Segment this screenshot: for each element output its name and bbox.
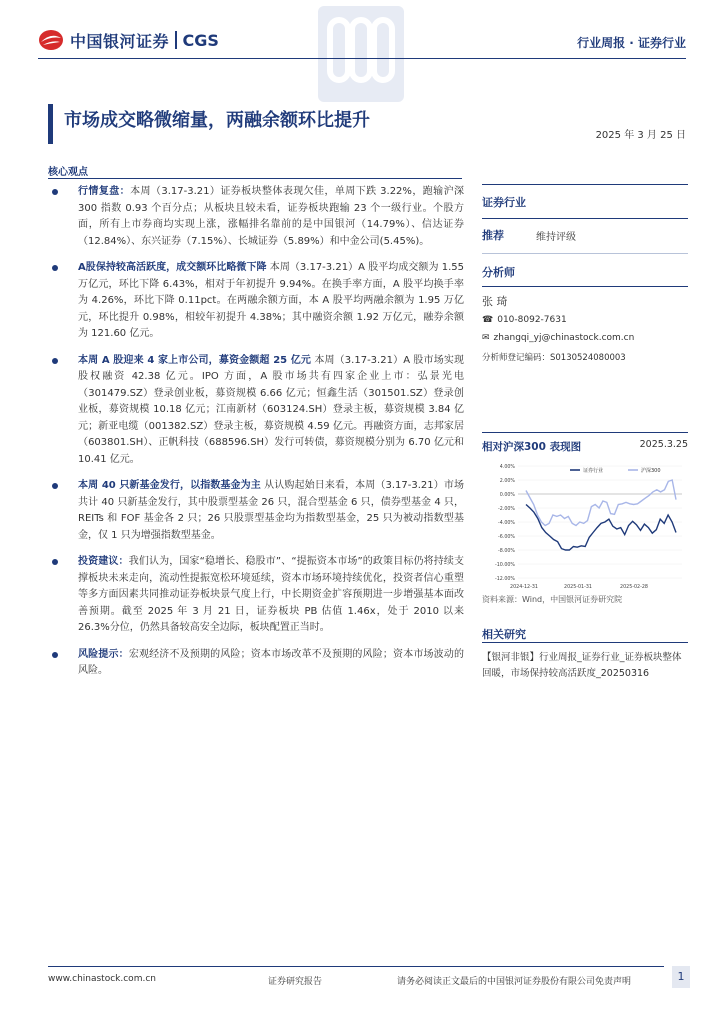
- logo-text: 中国银河证券: [70, 31, 170, 51]
- chart-top-divider: [482, 432, 688, 433]
- bullet-investment-advice: [48, 554, 464, 637]
- industry-label: 证券行业: [482, 196, 526, 209]
- bullet-text: 本周（3.17-3.21）A 股平均成交额为 1.55 万亿元，环比下降 6.43%，相对于年初提升 9.94%。在换手率方面，A 股平均换手率为 4.26%，环比下降 0.11pct。在两融余额方面，本 A 股平均两融余额为 1.95 万亿元，环比提升 0.98%，相较年初提升 4.38%；其中融资余额 1.92 万亿元，融券余额为 121.60 亿元。: [78, 262, 464, 339]
- legend-label: 证券行业: [583, 468, 604, 474]
- y-tick-label: 4.00%: [499, 465, 515, 470]
- page-title: 市场成交略微缩量，两融余额环比提升: [64, 110, 370, 131]
- industry-divider: [482, 218, 688, 219]
- bullet-dot: [52, 358, 58, 364]
- footer-url[interactable]: www.chinastock.com.cn: [48, 974, 156, 984]
- legend-label: 沪深300: [641, 468, 661, 474]
- bullet-risk: [48, 647, 464, 680]
- header-divider: [38, 58, 686, 59]
- bullet-text: 本周（3.17-3.21）证券板块整体表现欠佳，单周下跌 3.22%，跑输沪深 300 指数 0.93 个百分点；从板块且较未看，证券板块跑输 23 个一级行业。个股方面，所有上市券商均实现上涨，涨幅排名靠前的是中国银河（14.79%）、信达证券（12.84%）、东兴证券（7.15%）、长城证券（5.89%）和中金公司(5.45%)。: [78, 186, 465, 247]
- series-line-securities: [526, 505, 676, 551]
- y-tick-label: -6.00%: [498, 535, 515, 540]
- phone-icon: ☎: [482, 315, 494, 325]
- certification-code: 分析师登记编码：S0130524080003: [482, 353, 626, 363]
- bullet-trading-activity: [48, 260, 464, 343]
- rating-divider: [482, 253, 688, 254]
- bullet-text: 本周（3.17-3.21）A 股市场实现股权融资 42.38 亿元。IPO 方面，A 股市场共有四家企业上市：弘景光电（301479.SZ）登录创业板，募资规模 6.66 亿元；恒鑫生活（301501.SZ）登录创业板，募资规模 10.18 亿元；江南新材（603124.SH）登录主板，募资规模 3.84 亿元；新亚电缆（001382.SZ）登录主板，募资规模 4.59 亿元。再融资方面，志邦家居（603801.SH）、正帆科技（688596.SH）发行可转债，募资规模分别为 6.70 亿元和 10.41 亿元。: [78, 354, 464, 465]
- x-tick-label: 2025-02-28: [620, 585, 648, 590]
- email-icon: ✉: [482, 333, 490, 343]
- chart-title: 相对沪深300 表现图: [482, 441, 582, 453]
- report-date: 2025 年 3 月 25 日: [595, 130, 686, 141]
- phone-row: [482, 315, 688, 325]
- bullet-dot: [52, 559, 58, 565]
- rating-label: 推荐: [482, 229, 504, 242]
- side-panel: [482, 184, 688, 363]
- bullet-dot: [52, 265, 58, 271]
- logo-divider: [175, 31, 177, 49]
- bullet-market-review: [48, 184, 464, 250]
- cgs-watermark-icon: [318, 6, 404, 102]
- bullet-funds: [48, 478, 464, 544]
- bullet-dot: [52, 652, 58, 658]
- bullet-lead: 本周 40 只新基金发行，以指数基金为主: [78, 480, 261, 491]
- chart-source: 资料来源：Wind，中国银河证券研究院: [482, 595, 623, 604]
- rating-value: 维持评级: [536, 231, 576, 243]
- performance-chart-svg: [482, 456, 688, 596]
- analyst-divider: [482, 286, 688, 287]
- y-tick-label: -8.00%: [498, 549, 515, 554]
- bullet-text: 宏观经济不及预期的风险；资本市场改革不及预期的风险；资本市场波动的风险。: [78, 648, 465, 676]
- bullet-lead: A股保持较高活跃度，成交额环比略微下降: [78, 262, 267, 273]
- y-tick-label: -2.00%: [498, 507, 515, 512]
- bullet-dot: [52, 483, 58, 489]
- core-views-label: 核心观点: [48, 167, 88, 178]
- x-tick-label: 2025-01-31: [564, 585, 592, 590]
- analyst-name: 张 琦: [482, 295, 508, 308]
- bullet-dot: [52, 189, 58, 195]
- related-research-divider: [482, 642, 688, 643]
- page-header: [0, 0, 724, 62]
- y-tick-label: 0.00%: [499, 493, 515, 498]
- y-tick-label: -10.00%: [494, 563, 515, 568]
- footer-divider: [48, 966, 664, 967]
- bullet-text: 我们认为，国家“稳增长、稳股市”、“提振资本市场”的政策目标仍将持续支撑板块未来走向，流动性提振宽松环境延续，资本市场环境持续优化，投资者信心重塑等多方面因素共同推动证券板块景气度上行，中长期资金扩容预期进一步增强基本面改善预期。截至 2025 年 3 月 21 日，证券板块 PB 估值 1.46x，处于 2010 以来 26.3%分位，仍然具备较高安全边际，板块配置正当时。: [78, 556, 465, 633]
- related-research-link[interactable]: 【银河非银】行业周报_证券行业_证券板块整体回暖，市场保持较高活跃度_20250316: [482, 652, 682, 679]
- relative-performance-chart: [482, 432, 688, 602]
- bullet-text: 从认购起始日来看，本周（3.17-3.21）市场共计 40 只新基金发行，其中股票型基金 26 只，混合型基金 6 只，债券型基金 4 只，REITs 和 FOF 基金各 2 只；26 只股票型基金均为指数型基金，25 只为被动指数型基金，仅 1 只为增强指数型基金。: [78, 480, 464, 541]
- bullet-ipo: [48, 353, 464, 469]
- logo-cgs: CGS: [182, 30, 219, 50]
- y-tick-label: 2.00%: [499, 479, 515, 484]
- chart-date: 2025.3.25: [639, 439, 688, 450]
- x-tick-label: 2024-12-31: [510, 585, 538, 590]
- bullet-lead: 行情复盘：: [78, 186, 131, 197]
- title-accent-bar: [48, 104, 53, 144]
- rating-row: [482, 227, 688, 243]
- email-address[interactable]: zhangqi_yj@chinastock.com.cn: [493, 333, 635, 343]
- series-line-csi300: [526, 480, 676, 526]
- bullet-lead: 本周 A 股迎来 4 家上市公司，募资金额超 25 亿元: [78, 354, 312, 366]
- report-type: 行业周报 · 证券行业: [577, 36, 686, 50]
- email-row: [482, 333, 688, 343]
- page-number: 1: [672, 966, 690, 988]
- footer-report-label: 证券研究报告: [268, 977, 323, 987]
- phone-number: 010-8092-7631: [497, 315, 567, 325]
- y-tick-label: -12.00%: [494, 577, 515, 582]
- galaxy-logo-icon: [38, 28, 64, 52]
- company-logo: [38, 28, 219, 52]
- footer-disclaimer: 请务必阅读正文最后的中国银河证券股份有限公司免责声明: [397, 977, 632, 987]
- core-views-content: [48, 184, 464, 690]
- bullet-lead: 风险提示：: [78, 648, 129, 660]
- bullet-lead: 投资建议：: [78, 556, 129, 567]
- analyst-label: 分析师: [482, 266, 515, 279]
- chart-header: [482, 439, 688, 454]
- y-tick-label: -4.00%: [498, 521, 515, 526]
- core-views-divider: [48, 178, 462, 179]
- related-research-label: 相关研究: [482, 628, 526, 641]
